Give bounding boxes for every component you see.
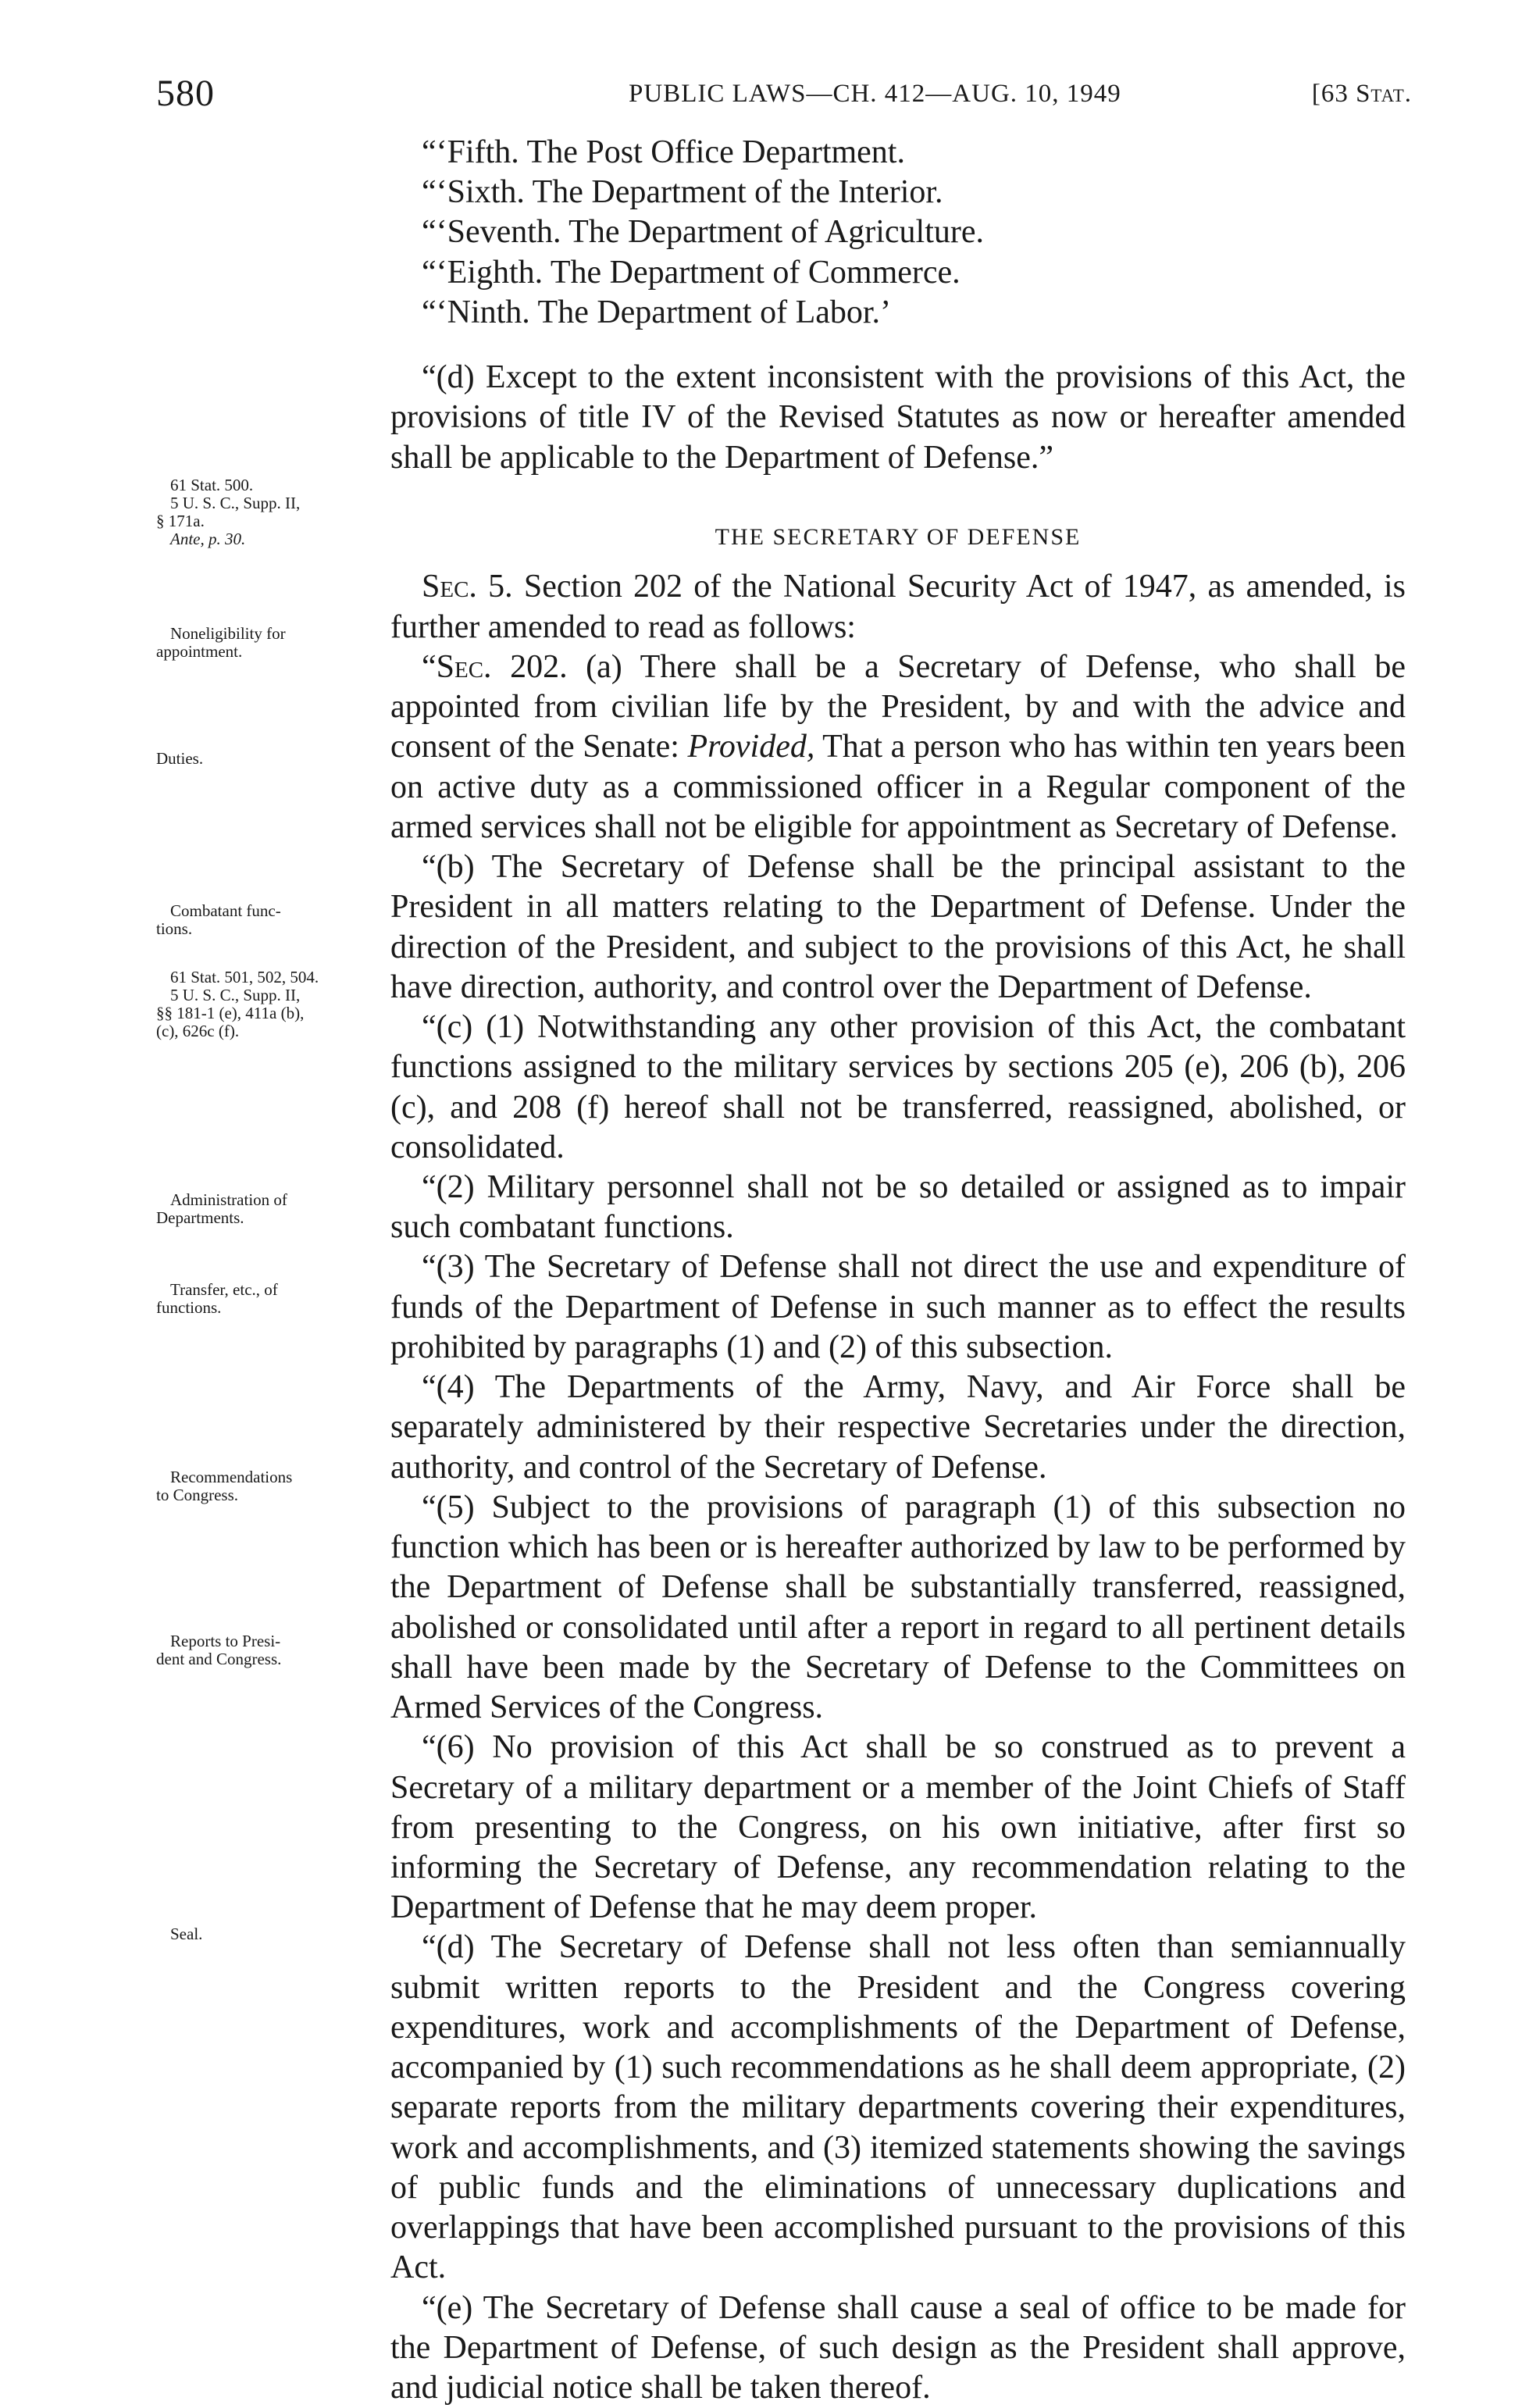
margin-note-line: appointment. <box>156 642 243 662</box>
paragraph-c2: “(2) Military personnel shall not be so detailed or assigned as to impair such combatant functions. <box>390 1168 1406 1246</box>
department-list-item: “‘Fifth. The Post Office Department. <box>422 134 905 170</box>
margin-note-duties <box>156 750 375 768</box>
statute-reference <box>1312 80 1412 109</box>
paragraph-c4: “(4) The Departments of the Army, Navy, and Air Force shall be separately administered by their respective Secretaries under the direction, authority, and control of the Secretary of Defense. <box>390 1369 1406 1486</box>
section-202-a-paragraph <box>390 647 1406 847</box>
department-list-item: “‘Sixth. The Department of the Interior. <box>422 174 943 211</box>
margin-note-reports <box>156 1632 375 1668</box>
statute-reference-prefix: [63 <box>1311 80 1356 108</box>
margin-note-line: Administration of <box>170 1190 287 1209</box>
margin-note-line: functions. <box>156 1298 222 1318</box>
margin-note-line: 5 U. S. C., Supp. II, <box>170 494 301 513</box>
paragraph-c5: “(5) Subject to the provisions of paragraph (1) of this subsection no function which has been or is hereafter authorized by law to be performed by the Department of Defense shall be substantially transferred, reassigned, abolished or consolidated until after a report in regard to all pertinent details shall have been made by the Secretary of Defense to the Committees on Armed Services of the Congress. <box>390 1489 1406 1726</box>
section-202-a-text-after: That a person who has within ten years been on active duty as a commissioned officer in a Regular component of the armed services shall not be eligible for appointment as Secretary of Defense. <box>390 729 1406 845</box>
margin-note-line: 5 U. S. C., Supp. II, <box>170 986 301 1005</box>
margin-note-line: Transfer, etc., of <box>170 1280 278 1299</box>
margin-note-combatant-functions <box>156 902 375 938</box>
margin-note-line: Duties. <box>156 749 204 768</box>
margin-note-noneligibility <box>156 625 375 661</box>
provided-term: Provided, <box>687 729 815 765</box>
margin-note-recommendations <box>156 1468 375 1504</box>
department-list-item: “‘Ninth. The Department of Labor.’ <box>422 294 892 330</box>
margin-note-line: § 171a. <box>156 512 205 531</box>
section-5-paragraph <box>390 567 1406 647</box>
margin-note-line: 61 Stat. 501, 502, 504. <box>170 968 319 986</box>
margin-note-seal <box>156 1925 375 1943</box>
statute-reference-abbrev: Stat. <box>1356 80 1412 108</box>
section-heading: THE SECRETARY OF DEFENSE <box>715 523 1082 550</box>
section-label: Sec. 5. <box>422 569 513 605</box>
margin-note-line: to Congress. <box>156 1486 238 1505</box>
margin-note-statute-ref-1 <box>156 476 375 548</box>
paragraph-c3: “(3) The Secretary of Defense shall not direct the use and expenditure of funds of the Department of Defense in such manner as to effect the results prohibited by paragraphs (1) and (2) of this subsection. <box>390 1249 1406 1365</box>
paragraph-d-reports: “(d) The Secretary of Defense shall not less often than semiannually submit written reports to the President and the Congress covering expenditures, work and accomplishments of the Department of Defense, accompanied by (1) such recommendations as he shall deem appropriate, (2) separate reports from the military departments covering their expenditures, work and accomplishments, and (3) itemized statements showing the savings of public funds and the eliminations of unnecessary duplications and overlappings that have been accomplished pursuant to the provisions of this Act. <box>390 1929 1406 2286</box>
section-label: “Sec. 202. <box>422 648 568 685</box>
margin-note-transfer <box>156 1281 375 1317</box>
main-text-column <box>390 133 1406 2408</box>
margin-note-line: Recommendations <box>170 1468 293 1486</box>
page-header <box>156 72 1412 119</box>
margin-note-statute-ref-2 <box>156 969 375 1040</box>
margin-note-line: Noneligibility for <box>170 624 286 643</box>
margin-note-line: tions. <box>156 919 193 939</box>
page-number: 580 <box>156 73 215 114</box>
paragraph-c1: “(c) (1) Notwithstanding any other provision of this Act, the combatant functions assigned to the military services by sections 205 (e), 206 (b), 206 (c), and 208 (f) hereof shall not be transferred, reassigned, abolished, or consolidated. <box>390 1009 1406 1165</box>
margin-note-line: §§ 181-1 (e), 411a (b), <box>156 1004 305 1023</box>
margin-note-line: Departments. <box>156 1208 244 1228</box>
section-202-a-text-before: (a) There shall be a Secretary of Defense, who shall be appointed from civilian life by the President, by and with the advice and consent of the Senate: <box>390 648 1406 765</box>
paragraph-b: “(b) The Secretary of Defense shall be the principal assistant to the President in all matters relating to the Department of Defense. Under the direction of the President, and subject to the provisions of this Act, he shall have direction, authority, and control over the Department of Defense. <box>390 849 1406 1005</box>
paragraph-d-revised-statutes: “(d) Except to the extent inconsistent with the provisions of this Act, the provisions of title IV of the Revised Statutes as now or hereafter amended shall be applicable to the Department of Defense.” <box>390 359 1406 476</box>
margin-note-line: dent and Congress. <box>156 1650 282 1669</box>
running-head: PUBLIC LAWS—CH. 412—AUG. 10, 1949 <box>629 80 1121 108</box>
margin-note-line: Reports to Presi- <box>170 1632 281 1650</box>
department-list-item: “‘Eighth. The Department of Commerce. <box>422 254 961 291</box>
margin-note-line: 61 Stat. 500. <box>170 476 254 494</box>
margin-note-line: Combatant func- <box>170 901 281 920</box>
margin-note-line: Ante, p. 30. <box>170 530 246 549</box>
margin-note-line: Seal. <box>170 1925 203 1943</box>
paragraph-e-seal: “(e) The Secretary of Defense shall cause a seal of office to be made for the Department of Defense, of such design as the President shall approve, and judicial notice shall be taken thereof. <box>390 2289 1406 2406</box>
section-5-text: Section 202 of the National Security Act of 1947, as amended, is further amended to read as follows: <box>390 569 1406 645</box>
department-list-item: “‘Seventh. The Department of Agriculture. <box>422 214 984 251</box>
paragraph-c6: “(6) No provision of this Act shall be so construed as to prevent a Secretary of a military department or a member of the Joint Chiefs of Staff from presenting to the Congress, on his own initiative, after first so informing the Secretary of Defense, any recommendation relating to the Department of Defense that he may deem proper. <box>390 1729 1406 1926</box>
margin-note-administration <box>156 1191 375 1227</box>
margin-note-line: (c), 626c (f). <box>156 1022 240 1041</box>
